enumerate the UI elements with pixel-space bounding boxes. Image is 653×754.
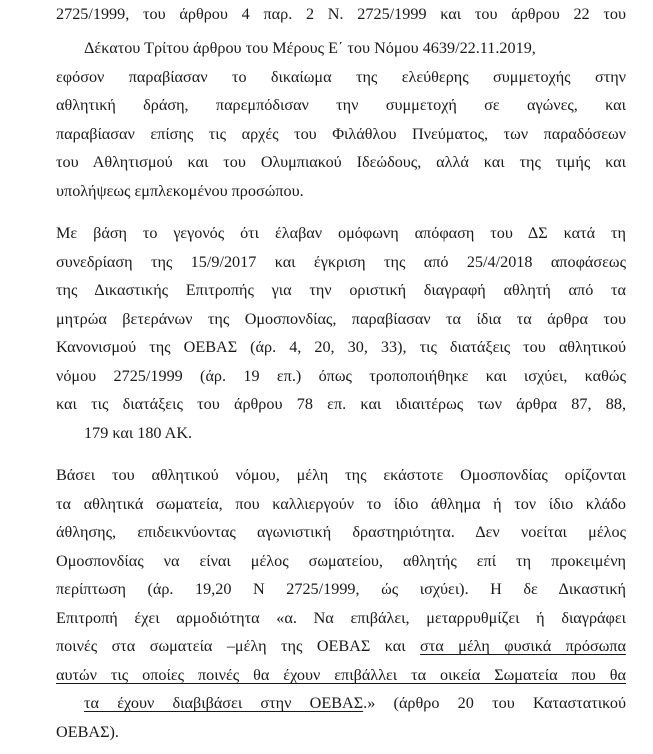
p2-line-5: Κανονισμού της ΟΕΒΑΣ (άρ. 4, 20, 30, 33), τις διατάξεις του αθλητικού: [56, 338, 626, 356]
p3-line-7-underlined: στα μέλη φυσικά πρόσωπα: [420, 637, 626, 655]
p1-line-6: του Αθλητισμού και του Ολυμπιακού Ιδεώδους, αλλά και της τιμής και: [56, 153, 626, 171]
p3-line-8: [56, 661, 626, 689]
p3-line-6: Επιτροπή έχει αρμοδιότητα «α. Να επιβάλει, μεταρρυθμίζει ή διαγράφει: [56, 609, 626, 627]
p3-line-9-underlined: τα έχουν διαβιβάσει στην ΟΕΒΑΣ: [84, 694, 364, 712]
p3-line-8-underlined: αυτών τις οποίες ποινές θα έχουν επιβάλλει τα οικεία Σωματεία που θα: [56, 666, 626, 684]
p1-line-4: αθλητική δράση, παρεμπόδισαν την συμμετοχή σε αγώνες, και: [56, 96, 626, 114]
p2-line-6: νόμου 2725/1999 (άρ. 19 επ.) όπως τροποποιήθηκε και ισχύει, καθώς: [56, 367, 626, 385]
p3-line-7: [56, 632, 626, 660]
p3-line-9-plain: .» (άρθρο 20 του Καταστατικού: [363, 694, 626, 712]
p3-line-10: ΟΕΒΑΣ).: [56, 723, 119, 741]
p2-line-8: 179 και 180 ΑΚ.: [84, 424, 193, 442]
p2-line-4: μητρώα βετεράνων της Ομοσπονδίας, παραβίασαν τα ίδια τα άρθρα του: [56, 310, 626, 328]
p1-line-3: εφόσον παραβίασαν το δικαίωμα της ελεύθερης συμμετοχής στην: [56, 68, 626, 86]
p1-line-2: Δέκατου Τρίτου άρθρου του Μέρους Ε΄ του Νόμου 4639/22.11.2019,: [84, 39, 536, 57]
p1-line-7: υπολήψεως εμπλεκομένου προσώπου.: [56, 182, 304, 200]
p3-line-2: τα αθλητικά σωματεία, που καλλιεργούν το ίδιο άθλημα ή τον ίδιο κλάδο: [56, 495, 626, 513]
p3-line-5: περίπτωση (άρ. 19,20 Ν 2725/1999, ώς ισχύει). Η δε Δικαστική: [56, 580, 626, 598]
p3-line-4: Ομοσπονδίας να είναι μέλος σωματείου, αθλητής επί τη προκειμένη: [56, 552, 626, 570]
p3-line-7-plain: ποινές στα σωματεία –μέλη της ΟΕΒΑΣ και: [56, 637, 421, 655]
p2-line-1: Με βάση το γεγονός ότι έλαβαν ομόφωνη απόφαση του ΔΣ κατά τη: [56, 224, 626, 242]
p3-line-9: [84, 689, 626, 717]
p2-line-2: συνεδρίαση της 15/9/2017 και έγκριση της από 25/4/2018 αποφάσεως: [56, 253, 626, 271]
p2-line-7: και τις διατάξεις του άρθρου 78 επ. και ιδιαιτέρως των άρθρα 87, 88,: [56, 395, 626, 413]
p1-line-5: παραβίασαν επίσης τις αρχές του Φιλάθλου Πνεύματος, των παραδόσεων: [56, 125, 626, 143]
p1-line-1: 2725/1999, του άρθρου 4 παρ. 2 Ν. 2725/1999 και του άρθρου 22 του: [56, 5, 626, 23]
p3-line-1: Βάσει του αθλητικού νόμου, μέλη της εκάστοτε Ομοσπονδίας ορίζονται: [56, 466, 626, 484]
p3-line-3: άθλησης, επιδεικνύοντας αγωνιστική δραστηριότητα. Δεν νοείται μέλος: [56, 523, 626, 541]
p2-line-3: της Δικαστικής Επιτροπής για την οριστική διαγραφή αθλητή από τα: [56, 281, 626, 299]
